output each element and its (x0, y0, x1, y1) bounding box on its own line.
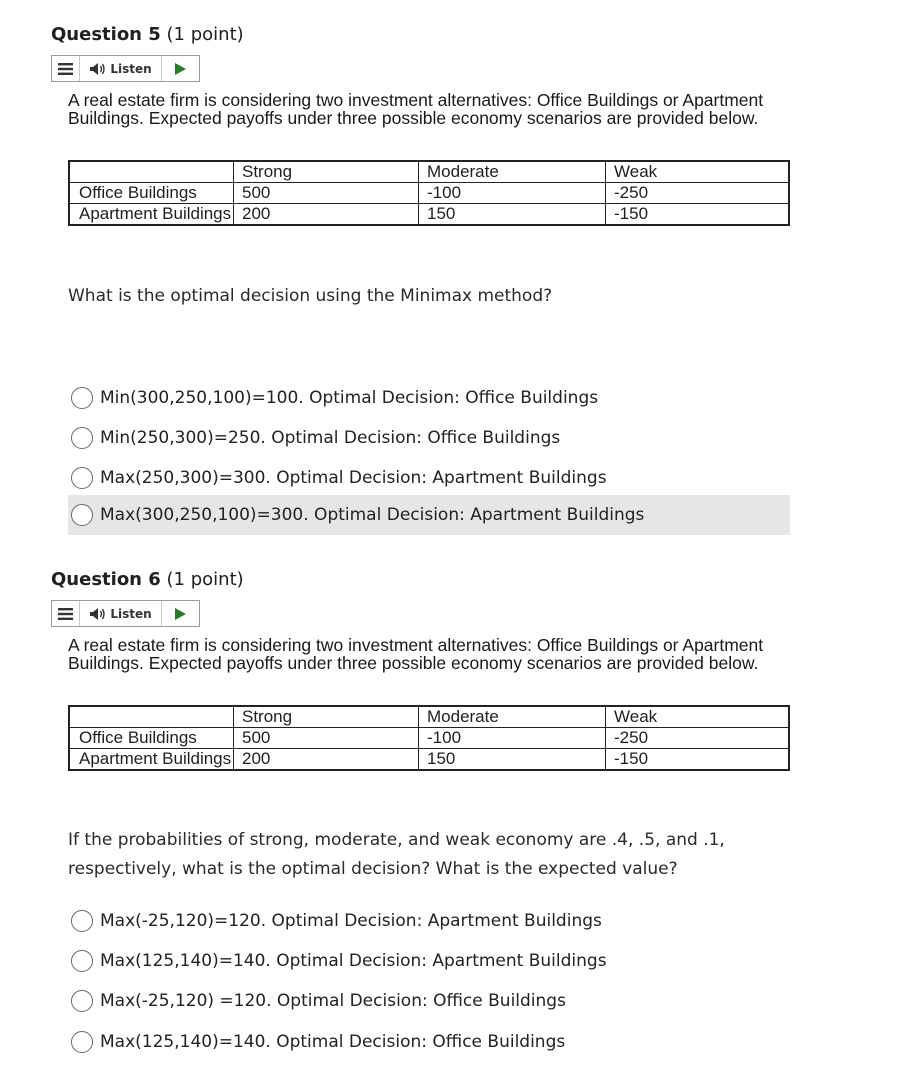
answer-option[interactable] (68, 981, 790, 1021)
option-label: Max(125,140)=140. Optimal Decision: Apartment Buildings (100, 951, 607, 971)
table-cell: Weak (606, 706, 790, 728)
table-cell: -150 (606, 749, 790, 771)
table-cell: Strong (234, 706, 419, 728)
listen-toolbar (51, 600, 200, 627)
speaker-icon (89, 62, 106, 76)
question-points: (1 point) (166, 24, 244, 45)
question-prompt: If the probabilities of strong, moderate, and weak economy are .4, .5, and .1, respectively, what is the optimal decision? What is the expected value? (68, 830, 725, 879)
payoff-table (68, 705, 790, 771)
hamburger-icon (58, 63, 73, 75)
table-cell: 200 (234, 204, 419, 226)
question-5-title (51, 24, 244, 45)
listen-toolbar (51, 55, 200, 82)
answer-option[interactable] (68, 941, 790, 981)
table-row (69, 204, 789, 226)
question-number: Question 6 (51, 569, 161, 590)
table-cell: 150 (419, 749, 606, 771)
table-cell: Apartment Buildings (69, 204, 234, 226)
table-header-row (69, 706, 789, 728)
table-row (69, 183, 789, 204)
option-label: Max(125,140)=140. Optimal Decision: Office Buildings (100, 1032, 566, 1052)
table-cell: 500 (234, 728, 419, 749)
table-cell: -250 (606, 728, 790, 749)
radio-button[interactable] (71, 1031, 93, 1053)
listen-label: Listen (110, 606, 152, 621)
answer-option[interactable] (68, 378, 790, 418)
play-icon (175, 608, 186, 620)
listen-button[interactable] (80, 56, 162, 81)
question-intro: A real estate firm is considering two investment alternatives: Office Buildings or Apartment Buildings. Expected payoffs under three possible economy scenarios are provided below. (68, 90, 764, 128)
radio-button[interactable] (71, 467, 93, 489)
question-6-title (51, 569, 244, 590)
answer-option[interactable] (68, 495, 790, 535)
menu-button[interactable] (52, 601, 80, 626)
option-label: Max(300,250,100)=300. Optimal Decision: Apartment Buildings (100, 505, 645, 525)
table-cell (69, 161, 234, 183)
table-cell: 500 (234, 183, 419, 204)
option-label: Min(300,250,100)=100. Optimal Decision: Office Buildings (100, 388, 599, 408)
table-cell: Office Buildings (69, 728, 234, 749)
option-label: Max(250,300)=300. Optimal Decision: Apartment Buildings (100, 468, 607, 488)
radio-button[interactable] (71, 387, 93, 409)
table-row (69, 728, 789, 749)
question-points: (1 point) (166, 569, 244, 590)
play-button[interactable] (162, 601, 199, 626)
table-cell: -250 (606, 183, 790, 204)
option-label: Max(-25,120) =120. Optimal Decision: Office Buildings (100, 991, 566, 1011)
table-cell: 200 (234, 749, 419, 771)
menu-button[interactable] (52, 56, 80, 81)
table-cell: Office Buildings (69, 183, 234, 204)
listen-button[interactable] (80, 601, 162, 626)
play-button[interactable] (162, 56, 199, 81)
answer-option[interactable] (68, 1022, 790, 1062)
table-cell: -100 (419, 728, 606, 749)
hamburger-icon (58, 608, 73, 620)
question-prompt: What is the optimal decision using the Minimax method? (68, 286, 553, 306)
table-cell: Weak (606, 161, 790, 183)
table-header-row (69, 161, 789, 183)
table-cell: -150 (606, 204, 790, 226)
table-row (69, 749, 789, 771)
speaker-icon (89, 607, 106, 621)
table-cell: Strong (234, 161, 419, 183)
option-label: Min(250,300)=250. Optimal Decision: Office Buildings (100, 428, 561, 448)
answer-option[interactable] (68, 458, 790, 498)
radio-button[interactable] (71, 990, 93, 1012)
table-cell: 150 (419, 204, 606, 226)
table-cell: Moderate (419, 706, 606, 728)
table-cell: Moderate (419, 161, 606, 183)
table-cell: -100 (419, 183, 606, 204)
radio-button[interactable] (71, 910, 93, 932)
payoff-table (68, 160, 790, 226)
radio-button[interactable] (71, 950, 93, 972)
listen-label: Listen (110, 61, 152, 76)
table-cell: Apartment Buildings (69, 749, 234, 771)
answer-option[interactable] (68, 418, 790, 458)
play-icon (175, 63, 186, 75)
question-number: Question 5 (51, 24, 161, 45)
answer-option[interactable] (68, 901, 790, 941)
question-intro: A real estate firm is considering two investment alternatives: Office Buildings or Apartment Buildings. Expected payoffs under three possible economy scenarios are provided below. (68, 635, 764, 673)
radio-button[interactable] (71, 427, 93, 449)
option-label: Max(-25,120)=120. Optimal Decision: Apartment Buildings (100, 911, 602, 931)
table-cell (69, 706, 234, 728)
radio-button[interactable] (71, 504, 93, 526)
